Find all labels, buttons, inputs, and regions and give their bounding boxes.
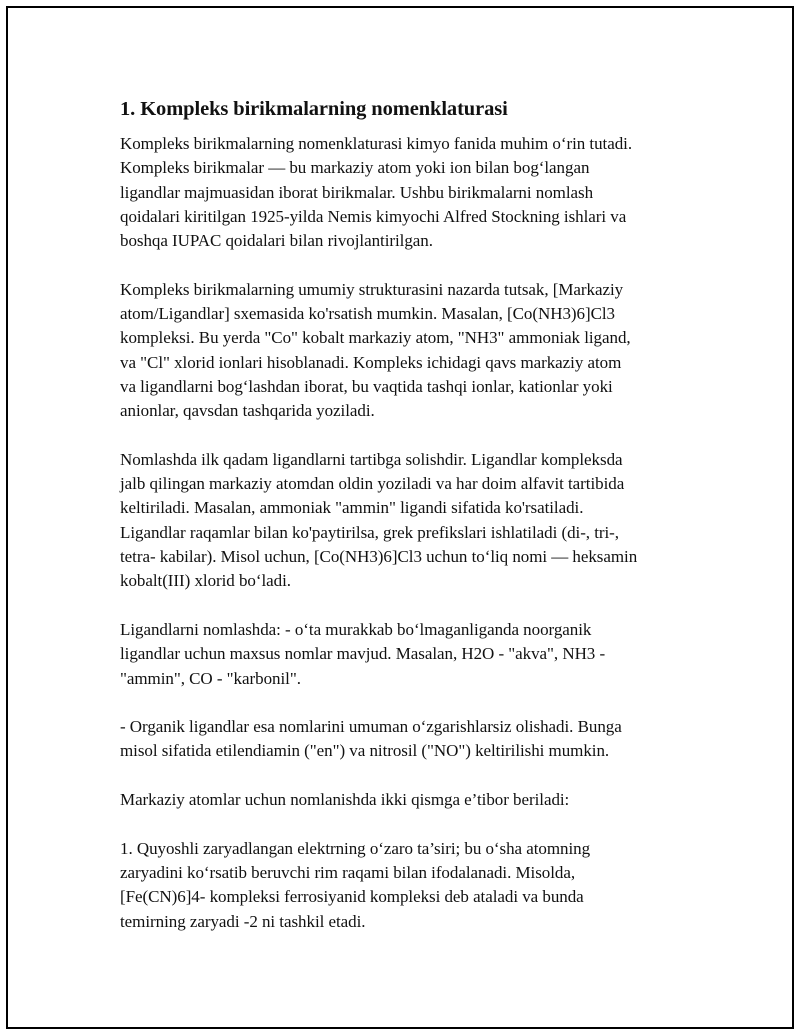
paragraph-list (120, 132, 690, 934)
paragraph-line: Ligandlarni nomlashda: - o‘ta murakkab bo‘lmaganliganda noorganik (120, 619, 592, 639)
paragraph-line: 1. Quyoshli zaryadlangan elektrning o‘zaro ta’siri; bu o‘sha atomning (120, 838, 591, 858)
document-title: 1. Kompleks birikmalarning nomenklaturasi (120, 98, 508, 120)
paragraph (120, 132, 690, 253)
paragraph (120, 618, 690, 691)
paragraph-line: boshqa IUPAC qoidalari bilan rivojlantirilgan. (120, 231, 433, 251)
paragraph-line: kompleksi. Bu yerda "Co" kobalt markaziy atom, "NH3" ammoniak ligand, (120, 328, 631, 348)
paragraph-line: zaryadini ko‘rsatib beruvchi rim raqami bilan ifodalanadi. Misolda, (120, 862, 576, 882)
paragraph-line: [Fe(CN)6]4- kompleksi ferrosiyanid kompleksi deb ataladi va bunda (120, 887, 584, 907)
paragraph-line: Kompleks birikmalarning umumiy strukturasini nazarda tutsak, [Markaziy (120, 279, 624, 299)
paragraph-line: Markaziy atomlar uchun nomlanishda ikki qismga e’tibor beriladi: (120, 790, 570, 810)
paragraph-line: tetra- kabilar). Misol uchun, [Co(NH3)6]Cl3 uchun to‘liq nomi — heksamin (120, 547, 638, 567)
paragraph-line: - Organik ligandlar esa nomlarini umuman o‘zgarishlarsiz olishadi. Bunga (120, 717, 622, 737)
paragraph-line: Kompleks birikmalarning nomenklaturasi kimyo fanida muhim o‘rin tutadi. (120, 134, 633, 153)
paragraph (120, 448, 690, 594)
paragraph-line: Kompleks birikmalar — bu markaziy atom yoki ion bilan bog‘langan (120, 158, 590, 178)
paragraph-line: "ammin", CO - "karbonil". (120, 668, 301, 688)
paragraph-line: va ligandlarni bog‘lashdan iborat, bu vaqtida tashqi ionlar, kationlar yoki (120, 376, 613, 396)
paragraph-line: jalb qilingan markaziy atomdan oldin yoziladi va har doim alfavit tartibida (120, 474, 625, 494)
paragraph-line: Nomlashda ilk qadam ligandlarni tartibga solishdir. Ligandlar kompleksda (120, 449, 623, 469)
page-frame (6, 6, 794, 1029)
paragraph-line: va "Cl" xlorid ionlari hisoblanadi. Kompleks ichidagi qavs markaziy atom (120, 352, 622, 372)
document-body (120, 96, 690, 958)
paragraph (120, 837, 690, 934)
paragraph-line: anionlar, qavsdan tashqarida yoziladi. (120, 401, 375, 421)
paragraph-line: qoidalari kiritilgan 1925-yilda Nemis kimyochi Alfred Stockning ishlari va (120, 206, 627, 226)
paragraph-line: atom/Ligandlar] sxemasida ko'rsatish mumkin. Masalan, [Co(NH3)6]Cl3 (120, 304, 615, 324)
paragraph-line: ligandlar uchun maxsus nomlar mavjud. Masalan, H2O - "akva", NH3 - (120, 644, 606, 664)
paragraph (120, 278, 690, 424)
paragraph-line: Ligandlar raqamlar bilan ko'paytirilsa, grek prefikslari ishlatiladi (di-, tri-, (120, 522, 619, 542)
paragraph-line: temirning zaryadi -2 ni tashkil etadi. (120, 911, 366, 931)
paragraph-line: ligandlar majmuasidan iborat birikmalar. Ushbu birikmalarni nomlash (120, 182, 594, 202)
paragraph (120, 788, 690, 812)
paragraph-line: keltiriladi. Masalan, ammoniak "ammin" ligandi sifatida ko'rsatiladi. (120, 498, 584, 518)
paragraph-line: misol sifatida etilendiamin ("en") va nitrosil ("NO") keltirilishi mumkin. (120, 741, 610, 761)
paragraph-line: kobalt(III) xlorid bo‘ladi. (120, 571, 291, 591)
paragraph (120, 715, 690, 764)
